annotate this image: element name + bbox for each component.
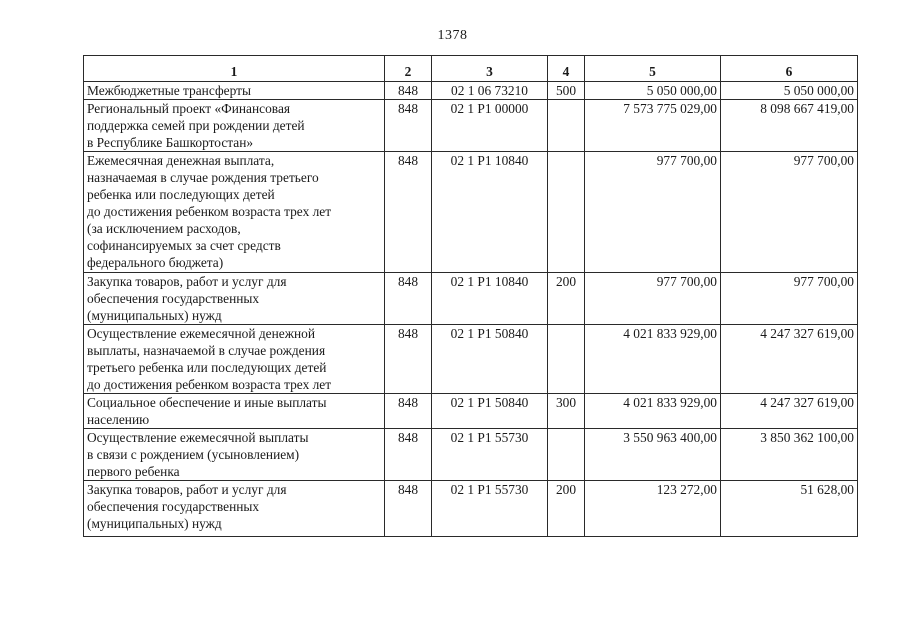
- row-sum-1: 123 272,00: [585, 481, 721, 537]
- row-sum-2: 4 247 327 619,00: [721, 325, 858, 394]
- row-code: 02 1 Р1 10840: [432, 273, 548, 325]
- table-row: [84, 100, 858, 152]
- row-sum-2: 4 247 327 619,00: [721, 394, 858, 429]
- table-row: [84, 273, 858, 325]
- row-sum-2: 8 098 667 419,00: [721, 100, 858, 152]
- row-sum-2: 51 628,00: [721, 481, 858, 537]
- table-header-row: [84, 56, 858, 82]
- table-row: [84, 429, 858, 481]
- table-row: [84, 82, 858, 100]
- row-code: 02 1 Р1 10840: [432, 152, 548, 273]
- table-row: [84, 481, 858, 537]
- row-ved: 848: [385, 100, 432, 152]
- row-sum-2: 977 700,00: [721, 152, 858, 273]
- row-type: [548, 429, 585, 481]
- budget-table: [83, 55, 858, 537]
- row-sum-2: 3 850 362 100,00: [721, 429, 858, 481]
- column-header: 3: [432, 56, 548, 82]
- row-name: Социальное обеспечение и иные выплаты населению: [84, 394, 385, 429]
- row-sum-1: 977 700,00: [585, 152, 721, 273]
- page-number: 1378: [437, 28, 468, 43]
- row-sum-2: 977 700,00: [721, 273, 858, 325]
- row-ved: 848: [385, 273, 432, 325]
- row-ved: 848: [385, 481, 432, 537]
- column-header: 1: [84, 56, 385, 82]
- column-header: 4: [548, 56, 585, 82]
- row-name: Осуществление ежемесячной выплаты в связи с рождением (усыновлением) первого ребенка: [84, 429, 385, 481]
- table-row: [84, 325, 858, 394]
- row-type: 300: [548, 394, 585, 429]
- row-code: 02 1 Р1 50840: [432, 394, 548, 429]
- row-code: 02 1 Р1 00000: [432, 100, 548, 152]
- row-code: 02 1 Р1 50840: [432, 325, 548, 394]
- row-code: 02 1 06 73210: [432, 82, 548, 100]
- row-sum-1: 4 021 833 929,00: [585, 394, 721, 429]
- row-ved: 848: [385, 152, 432, 273]
- row-code: 02 1 Р1 55730: [432, 429, 548, 481]
- row-ved: 848: [385, 325, 432, 394]
- column-header: 5: [585, 56, 721, 82]
- row-sum-1: 977 700,00: [585, 273, 721, 325]
- row-sum-1: 5 050 000,00: [585, 82, 721, 100]
- column-header: 2: [385, 56, 432, 82]
- row-name: Осуществление ежемесячной денежной выплаты, назначаемой в случае рождения третьего ребенка или последующих детей до достижения ребенком возраста трех лет: [84, 325, 385, 394]
- row-sum-1: 3 550 963 400,00: [585, 429, 721, 481]
- row-type: 200: [548, 273, 585, 325]
- row-sum-2: 5 050 000,00: [721, 82, 858, 100]
- column-header: 6: [721, 56, 858, 82]
- row-name: Региональный проект «Финансовая поддержка семей при рождении детей в Республике Башкортостан»: [84, 100, 385, 152]
- row-ved: 848: [385, 82, 432, 100]
- row-type: [548, 325, 585, 394]
- row-type: 500: [548, 82, 585, 100]
- table-row: [84, 394, 858, 429]
- row-sum-1: 4 021 833 929,00: [585, 325, 721, 394]
- row-type: [548, 100, 585, 152]
- row-ved: 848: [385, 429, 432, 481]
- table-row: [84, 152, 858, 273]
- row-name: Закупка товаров, работ и услуг для обеспечения государственных (муниципальных) нужд: [84, 481, 385, 537]
- row-type: [548, 152, 585, 273]
- row-name: Межбюджетные трансферты: [84, 82, 385, 100]
- row-sum-1: 7 573 775 029,00: [585, 100, 721, 152]
- row-ved: 848: [385, 394, 432, 429]
- row-type: 200: [548, 481, 585, 537]
- row-name: Закупка товаров, работ и услуг для обеспечения государственных (муниципальных) нужд: [84, 273, 385, 325]
- row-code: 02 1 Р1 55730: [432, 481, 548, 537]
- row-name: Ежемесячная денежная выплата, назначаемая в случае рождения третьего ребенка или последующих детей до достижения ребенком возраста трех лет (за исключением расходов, софинансируемых за счет средств федерального бюджета): [84, 152, 385, 273]
